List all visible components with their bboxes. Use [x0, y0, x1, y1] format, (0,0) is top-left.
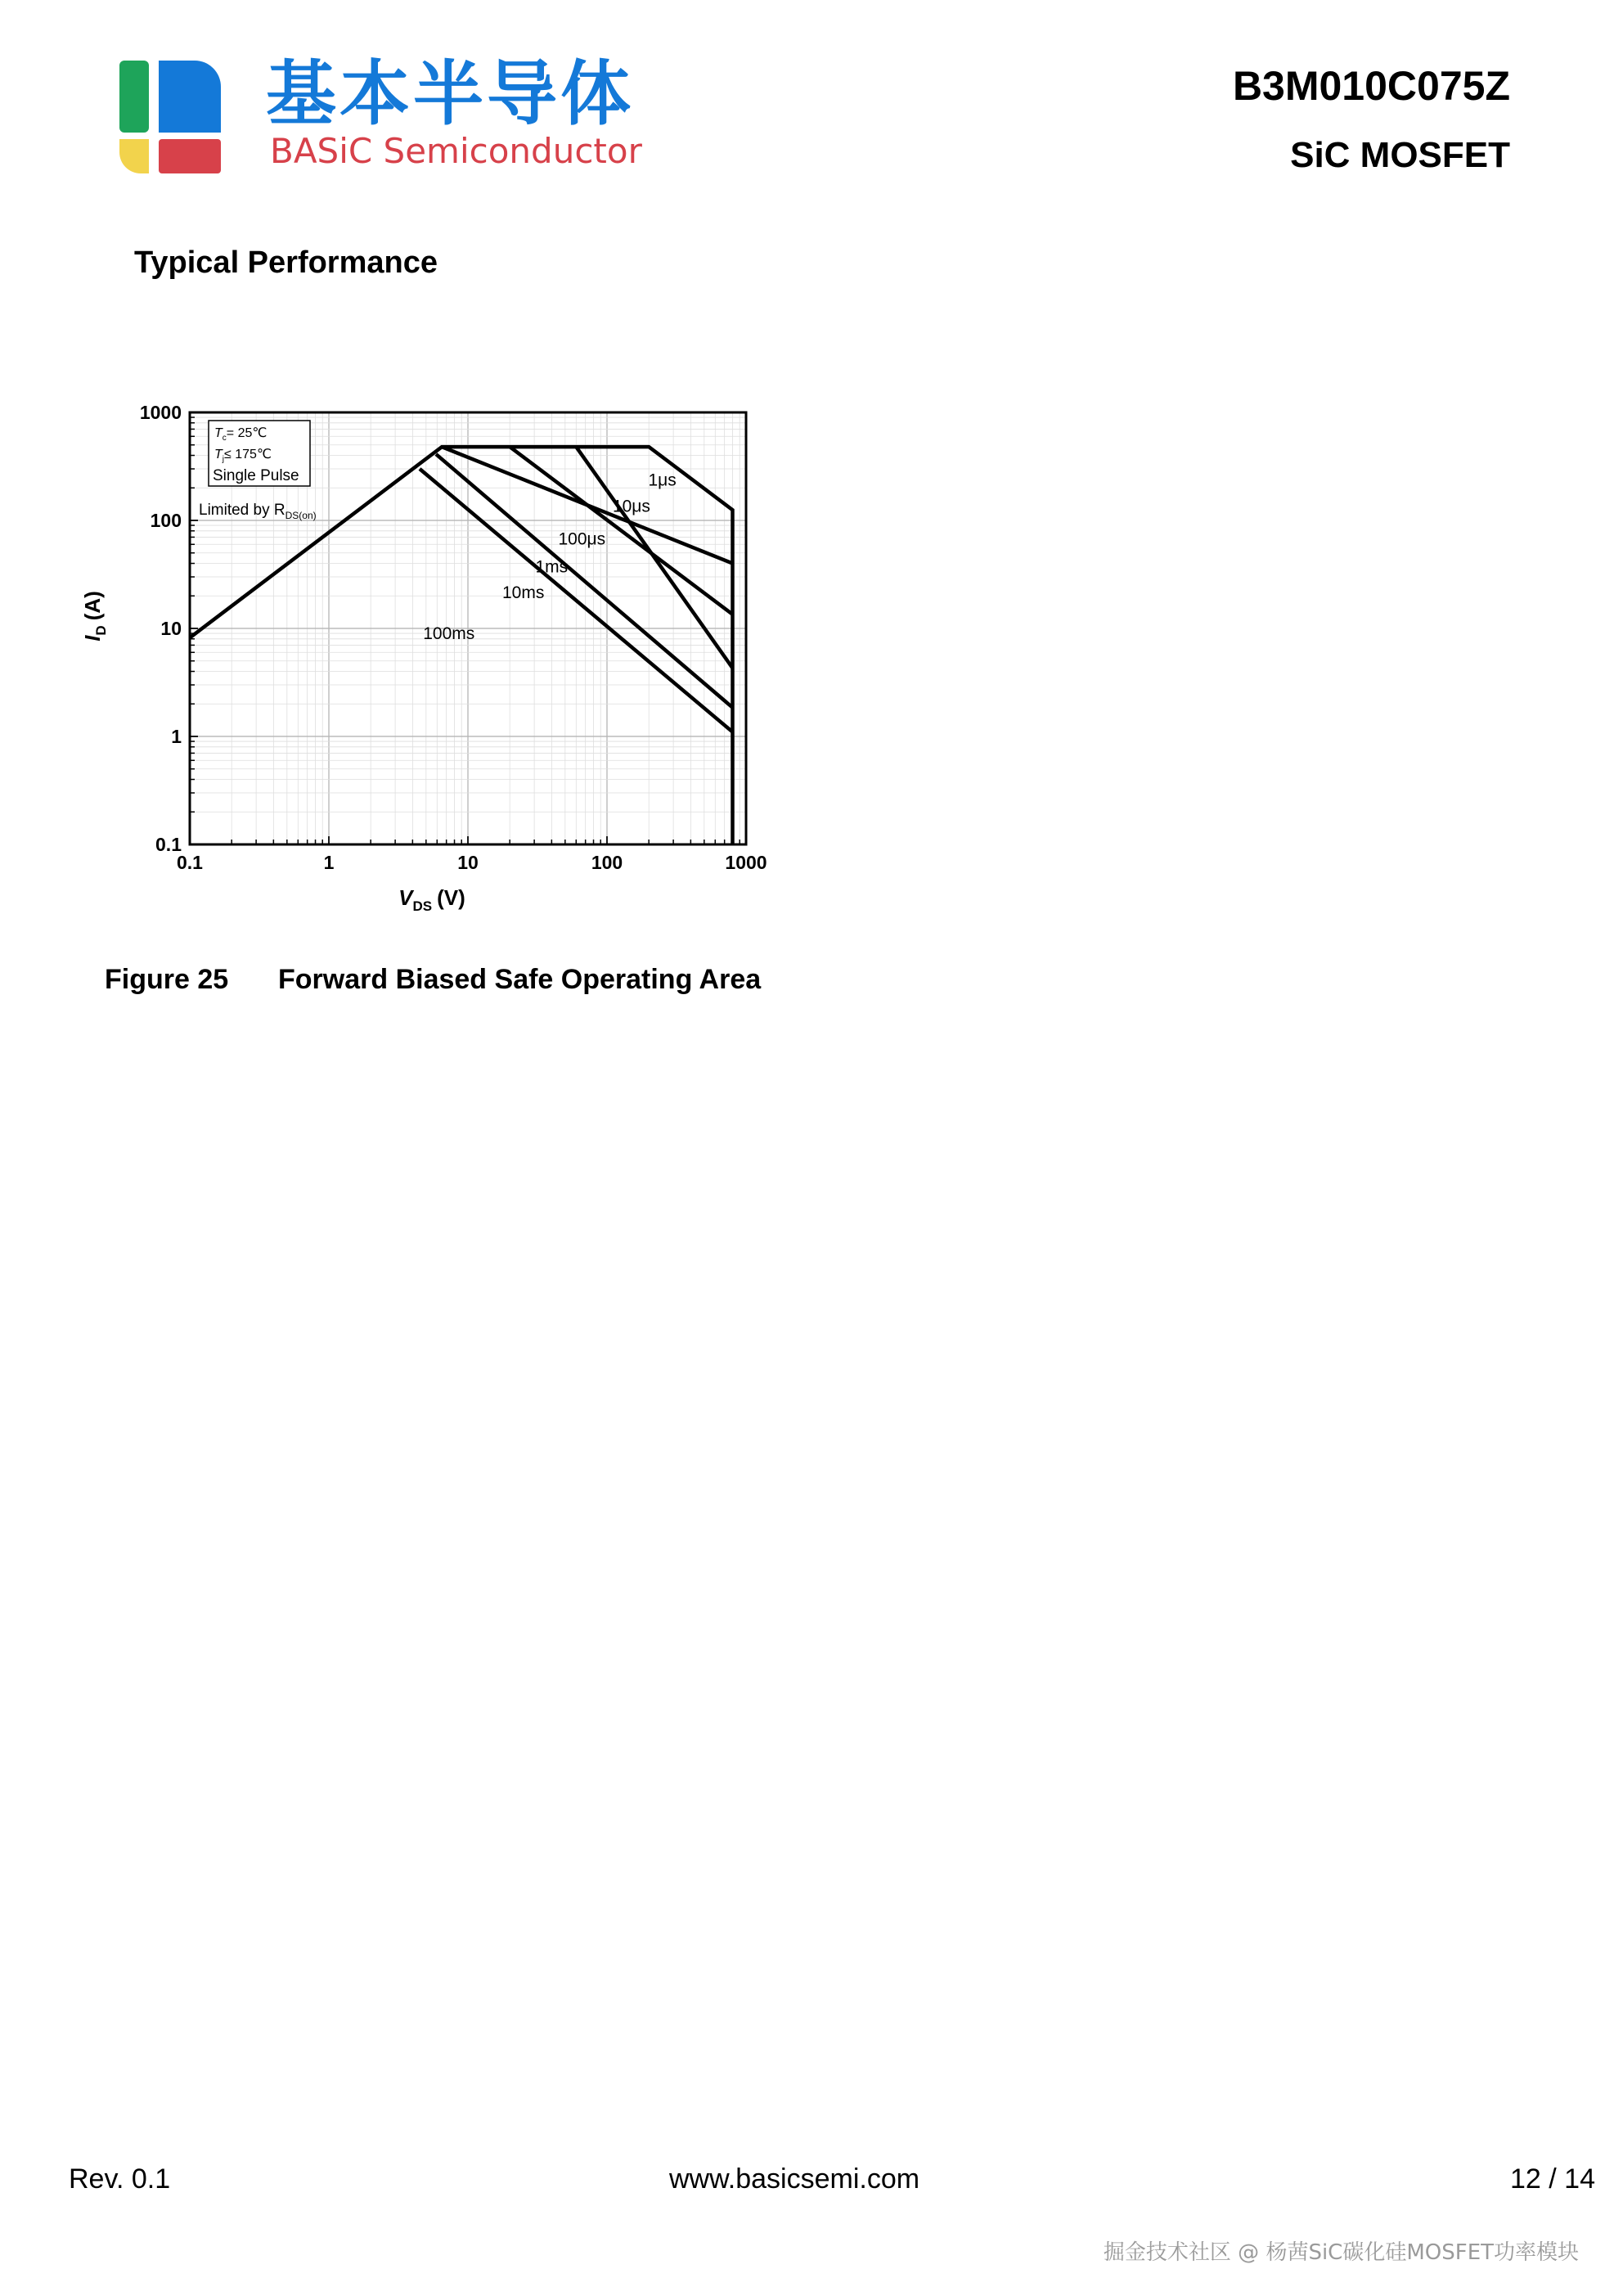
- y-tick-label: 0.1: [155, 834, 182, 855]
- y-tick-label: 1000: [139, 402, 182, 423]
- x-tick-labels: [177, 852, 767, 873]
- part-number: B3M010C075Z: [1232, 63, 1510, 109]
- figure-number: Figure 25: [105, 964, 229, 995]
- y-axis-title: $I_D(A)$: [80, 591, 109, 642]
- rdson-limit-label: Limited by $R_{DS(on)}$: [199, 502, 317, 521]
- y-tick-label: 10: [160, 618, 182, 639]
- section-title: Typical Performance: [134, 245, 438, 280]
- part-type: SiC MOSFET: [1290, 135, 1510, 175]
- logo-yellow-block: [119, 139, 149, 173]
- condition-tc: $T_c=$ 25℃: [214, 426, 268, 443]
- footer-page-number: 12 / 14: [1510, 2163, 1595, 2195]
- curve-label: 1μs: [648, 470, 677, 490]
- conditions-box: [209, 421, 310, 486]
- curve-label: 10ms: [501, 583, 545, 603]
- x-tick-label: 1000: [725, 852, 767, 873]
- soa-chart: [74, 385, 810, 925]
- y-tick-label: 100: [150, 510, 182, 531]
- logo-green-block: [119, 61, 149, 133]
- x-tick-label: 0.1: [177, 852, 203, 873]
- x-tick-label: 100: [591, 852, 623, 873]
- condition-pulse: Single Pulse: [213, 467, 299, 484]
- condition-tj: $T_j\le$ 175℃: [214, 448, 272, 464]
- curve-label: 1ms: [535, 557, 569, 577]
- x-tick-label: 1: [323, 852, 335, 873]
- logo-blue-block: [159, 61, 221, 133]
- y-tick-labels: [140, 402, 182, 855]
- figure-title: Forward Biased Safe Operating Area: [278, 964, 762, 995]
- x-tick-label: 10: [457, 852, 479, 873]
- brand-chinese-name: 基本半导体: [266, 53, 634, 135]
- curve-labels: [423, 470, 677, 642]
- logo-red-block: [159, 139, 221, 173]
- x-axis-title: $V_{DS}$ (V): [398, 885, 465, 914]
- footer-website-link[interactable]: www.basicsemi.com: [669, 2163, 920, 2195]
- y-tick-label: 1: [171, 726, 182, 747]
- brand-english-name: BASiC Semiconductor: [270, 131, 642, 171]
- footer-revision: Rev. 0.1: [69, 2163, 171, 2195]
- curve-label: 100ms: [423, 624, 475, 643]
- watermark: 掘金技术社区 @ 杨茜SiC碳化硅MOSFET功率模块: [1103, 2240, 1579, 2265]
- curve-label: 100μs: [558, 529, 606, 549]
- curve-label: 10μs: [612, 497, 650, 516]
